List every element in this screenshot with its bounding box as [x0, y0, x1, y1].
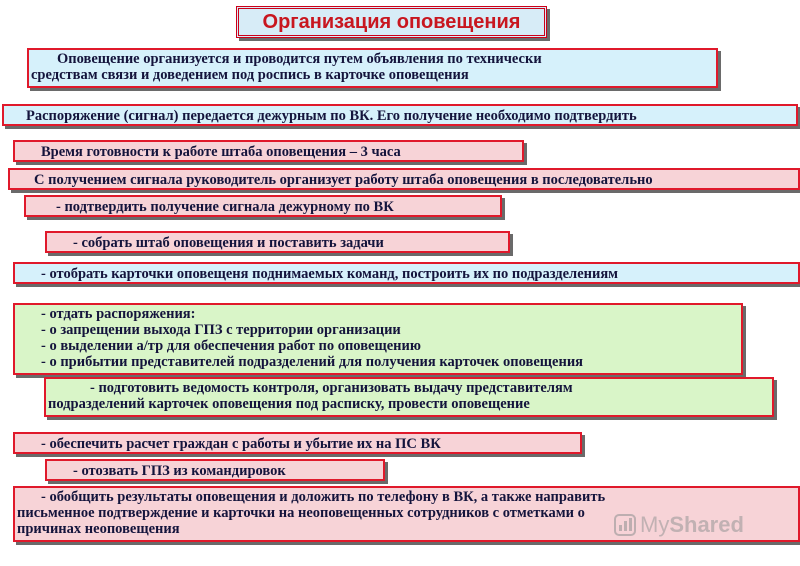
page-title: Организация оповещения — [236, 6, 547, 38]
step-confirm-signal-box — [24, 195, 502, 217]
text-line: Распоряжение (сигнал) передается дежурным по ВК. Его получение необходимо подтвердить — [26, 108, 637, 124]
text-line: средствам связи и доведением под роспись в карточке оповещения — [31, 67, 469, 83]
text-line: подразделений карточек оповещения под расписку, провести оповещение — [48, 396, 530, 412]
text-line: - подтвердить получение сигнала дежурному по ВК — [56, 199, 394, 215]
text-line: - подготовить ведомость контроля, организовать выдачу представителям — [90, 380, 573, 396]
sequence-intro-box — [8, 168, 800, 190]
text-line: - обобщить результаты оповещения и доложить по телефону в ВК, а также направить — [41, 489, 606, 505]
text-line: С получением сигнала руководитель организует работу штаба оповещения в последовательно — [34, 172, 653, 188]
text-line: - о выделении а/тр для обеспечения работ по оповещению — [41, 338, 421, 354]
myshared-logo-icon — [614, 514, 636, 536]
text-line: - о запрещении выхода ГПЗ с территории организации — [41, 322, 401, 338]
step-gather-staff-box — [45, 231, 510, 253]
myshared-watermark — [614, 512, 744, 538]
readiness-time-box — [13, 140, 524, 162]
step-control-sheet-box — [44, 377, 774, 417]
watermark-text-light: My — [640, 512, 670, 537]
step-citizens-release-box — [13, 432, 582, 454]
text-line: - отдать распоряжения: — [41, 306, 196, 322]
text-line: - обеспечить расчет граждан с работы и убытие их на ПС ВК — [41, 436, 441, 452]
watermark-text-bold: Shared — [669, 512, 744, 537]
signal-order-box — [2, 104, 798, 126]
watermark-text — [640, 512, 744, 538]
text-line: Время готовности к работе штаба оповещения – 3 часа — [41, 144, 401, 160]
text-line: - о прибытии представителей подразделений для получения карточек оповещения — [41, 354, 584, 370]
text-line: - отозвать ГПЗ из командировок — [73, 463, 286, 479]
text-line: - собрать штаб оповещения и поставить задачи — [73, 235, 384, 251]
text-line: письменное подтверждение и карточки на неоповещенных сотрудников с отметками о — [17, 505, 585, 521]
text-line: - отобрать карточки оповещеня поднимаемых команд, построить их по подразделениям — [41, 266, 619, 282]
text-line: причинах неоповещения — [17, 521, 180, 537]
step-orders-box — [13, 303, 743, 375]
step-select-cards-box — [13, 262, 800, 284]
step-recall-box — [45, 459, 385, 481]
text-line: Оповещение организуется и проводится путем объявления по технически — [57, 51, 542, 67]
notification-method-box — [27, 48, 718, 88]
